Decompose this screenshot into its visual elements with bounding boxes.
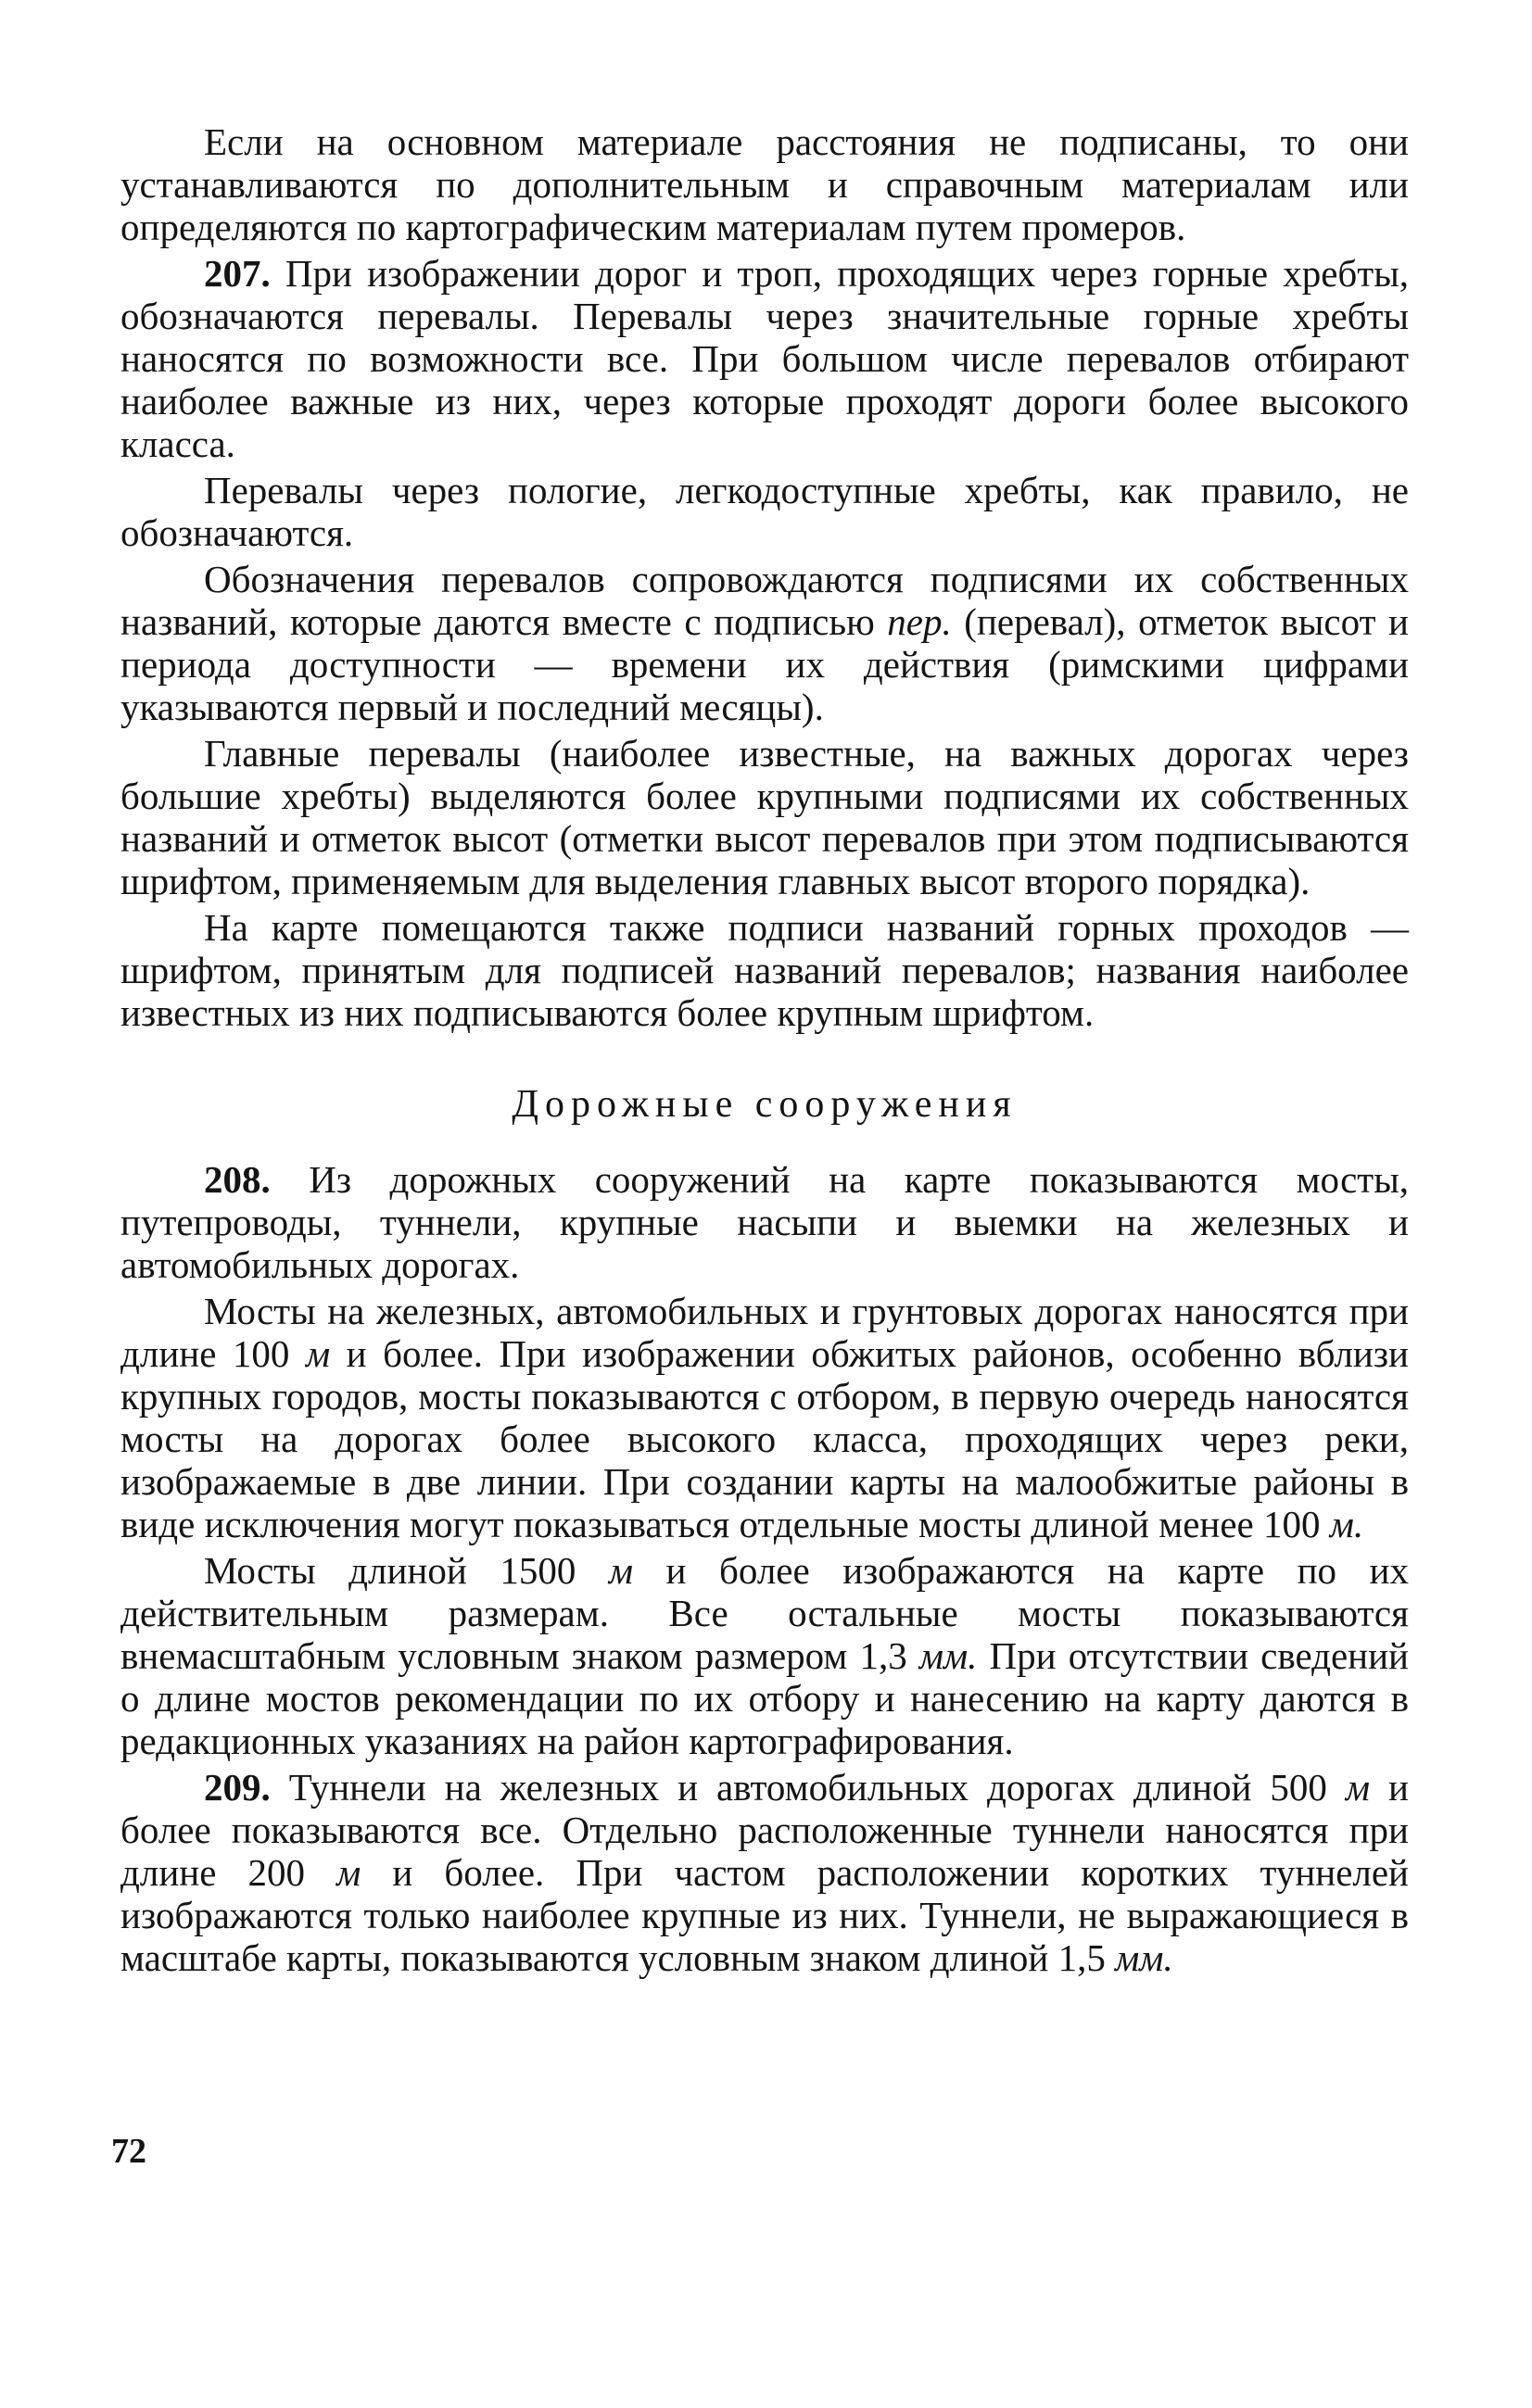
paragraph-main-passes: [120, 732, 1409, 902]
paragraph-distances: [120, 120, 1409, 248]
section-number-207: 207.: [204, 252, 271, 295]
section-heading: Дорожные сооружения: [512, 1083, 1018, 1126]
paragraph-bridges: [120, 1290, 1409, 1545]
paragraph-text: и более показываются все. Отдельно расположенные туннели наносятся при длине 200: [120, 1766, 1409, 1894]
paragraph-text: и более. При изображении обжитых районов, особенно вблизи крупных городов, мосты показываются с отбором, в первую очередь наносятся мосты на дорогах более высокого класса, проходящих через реки, изображаемые в две линии. При создании карты на малообжитые районы в виде исключения могут показываться отдельные мосты длиной менее 100: [120, 1332, 1409, 1545]
section-number-208: 208.: [204, 1158, 271, 1201]
paragraph-text: Если на основном материале расстояния не подписаны, то они устанавливаются по дополнительным и справочным материалам или определяются по картографическим материалам путем промеров.: [120, 120, 1409, 248]
italic-unit: м: [1345, 1766, 1371, 1809]
paragraph-208: [120, 1158, 1409, 1286]
italic-unit: м: [336, 1851, 361, 1894]
italic-unit: мм.: [1115, 1936, 1173, 1979]
paragraph-mountain-passages: [120, 906, 1409, 1034]
italic-unit: м.: [1329, 1503, 1364, 1545]
paragraph-text: (перевал), отметок высот и периода доступности — времени их действия (римскими цифрами указываются первый и последний месяцы).: [120, 600, 1410, 728]
paragraph-long-bridges: [120, 1549, 1409, 1762]
section-number-209: 209.: [204, 1766, 271, 1809]
italic-abbreviation: пер.: [887, 600, 952, 643]
paragraph-text: На карте помещаются также подписи названий горных проходов — шрифтом, принятым для подписей названий перевалов; названия наиболее известных из них подписываются более крупным шрифтом.: [120, 906, 1409, 1034]
paragraph-text: и более изображаются на карте по их действительным размерам. Все остальные мосты показываются внемасштабным условным знаком размером 1,3: [120, 1549, 1409, 1677]
paragraph-text: При изображении дорог и троп, проходящих через горные хребты, обозначаются перевалы. Перевалы через значительные горные хребты наносятся по возможности все. При большом числе перевалов отбирают наиболее важные из них, через которые проходят дороги более высокого класса.: [120, 252, 1409, 465]
paragraph-text: Обозначения перевалов сопровождаются подписями их собственных названий, которые даются вместе с подписью: [120, 558, 1409, 643]
page-body: [120, 120, 1409, 1979]
italic-unit: мм.: [918, 1634, 978, 1677]
paragraph-text: При отсутствии сведений о длине мостов рекомендации по их отбору и нанесению на карту даются в редакционных указаниях на район картографирования.: [120, 1634, 1409, 1762]
italic-unit: м: [608, 1549, 634, 1592]
paragraph-gentle-ridges: [120, 469, 1409, 554]
paragraph-text: Мосты длиной 1500: [204, 1549, 609, 1592]
paragraph-text: и более. При частом расположении коротких туннелей изображаются только наиболее крупные из них. Туннели, не выражающиеся в масштабе карты, показываются условным знаком длиной 1,5: [120, 1851, 1409, 1979]
paragraph-209: [120, 1766, 1409, 1979]
paragraph-text: Туннели на железных и автомобильных дорогах длиной 500: [270, 1766, 1346, 1809]
paragraph-text: Главные перевалы (наиболее известные, на важных дорогах через большие хребты) выделяются более крупными подписями их собственных названий и отметок высот (отметки высот перевалов при этом подписываются шрифтом, применяемым для выделения главных высот второго порядка).: [120, 732, 1409, 902]
paragraph-text: Из дорожных сооружений на карте показываются мосты, путепроводы, туннели, крупные насыпи и выемки на железных и автомобильных дорогах.: [120, 1158, 1409, 1286]
paragraph-text: Мосты на железных, автомобильных и грунтовых дорогах наносятся при длине 100: [120, 1290, 1409, 1375]
paragraph-text: Перевалы через пологие, легкодоступные хребты, как правило, не обозначаются.: [120, 469, 1409, 554]
page-number: 72: [111, 2132, 146, 2171]
italic-unit: м: [305, 1332, 331, 1375]
paragraph-207: [120, 252, 1409, 465]
paragraph-pass-labels: [120, 558, 1409, 728]
